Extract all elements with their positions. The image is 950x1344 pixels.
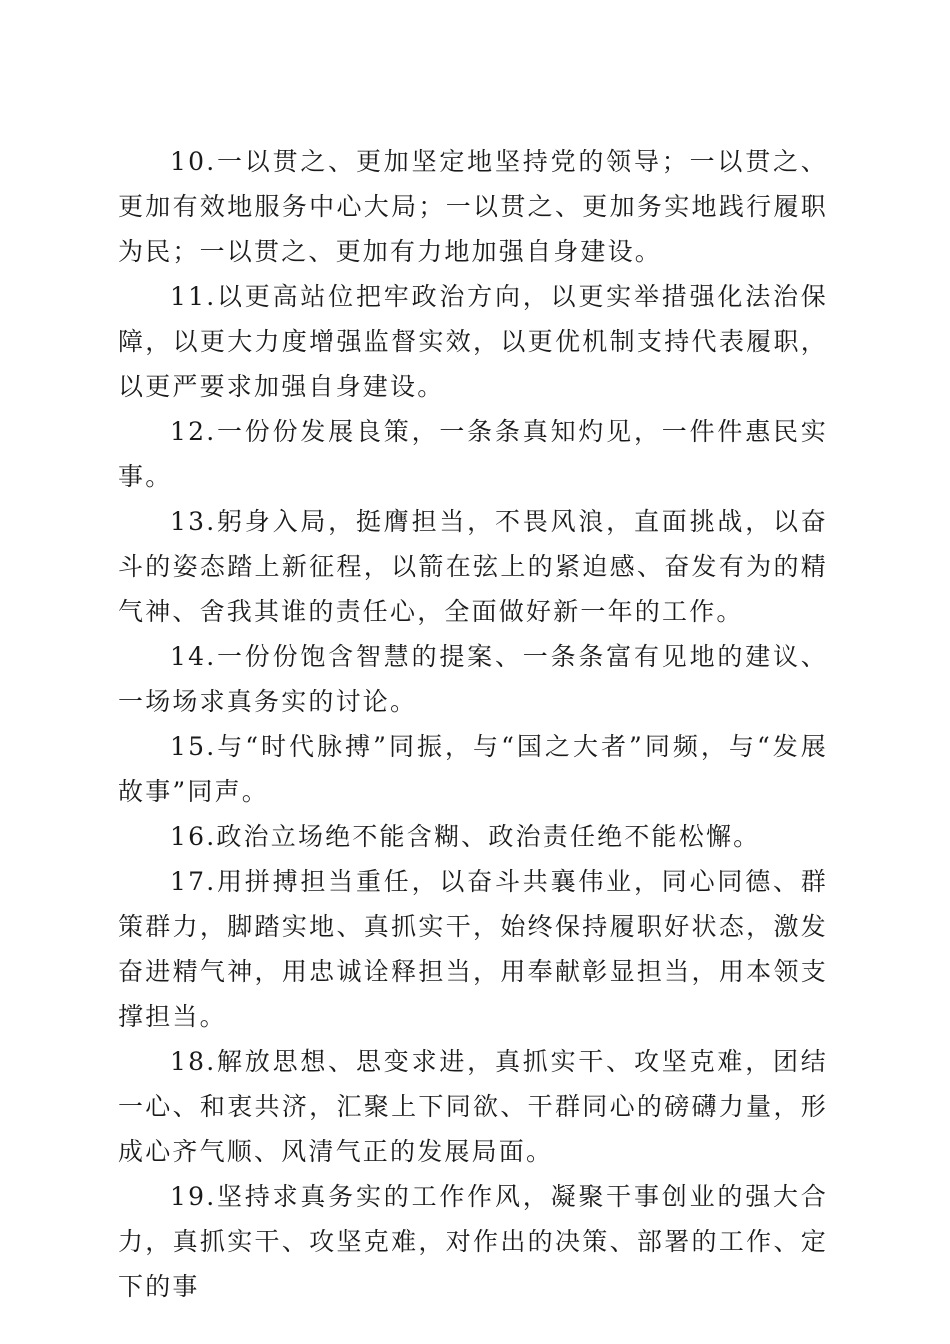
paragraph-10: 10.一以贯之、更加坚定地坚持党的领导；一以贯之、更加有效地服务中心大局；一以贯之、更加务实地践行履职为民；一以贯之、更加有力地加强自身建设。 [118,147,828,266]
paragraph-11: 11.以更高站位把牢政治方向，以更实举措强化法治保障，以更大力度增强监督实效，以更优机制支持代表履职，以更严要求加强自身建设。 [118,282,828,401]
paragraph-14: 14.一份份饱含智慧的提案、一条条富有见地的建议、一场场求真务实的讨论。 [118,642,828,716]
paragraph-18: 18.解放思想、思变求进，真抓实干、攻坚克难，团结一心、和衷共济，汇聚上下同欲、干群同心的磅礴力量，形成心齐气顺、风清气正的发展局面。 [118,1047,828,1166]
paragraph-13: 13.躬身入局，挺膺担当，不畏风浪，直面挑战，以奋斗的姿态踏上新征程，以箭在弦上的紧迫感、奋发有为的精气神、舍我其谁的责任心，全面做好新一年的工作。 [118,507,828,626]
paragraph-16: 16.政治立场绝不能含糊、政治责任绝不能松懈。 [170,822,761,851]
paragraph-12: 12.一份份发展良策，一条条真知灼见，一件件惠民实事。 [118,417,828,491]
paragraph-15: 15.与“时代脉搏”同振，与“国之大者”同频，与“发展故事”同声。 [118,732,828,806]
paragraph-19: 19.坚持求真务实的工作作风，凝聚干事创业的强大合力，真抓实干、攻坚克难，对作出的决策、部署的工作、定下的事 [118,1182,828,1301]
document-body [118,139,828,1309]
paragraph-17: 17.用拼搏担当重任，以奋斗共襄伟业，同心同德、群策群力，脚踏实地、真抓实干，始终保持履职好状态，激发奋进精气神，用忠诚诠释担当，用奉献彰显担当，用本领支撑担当。 [118,867,828,1031]
